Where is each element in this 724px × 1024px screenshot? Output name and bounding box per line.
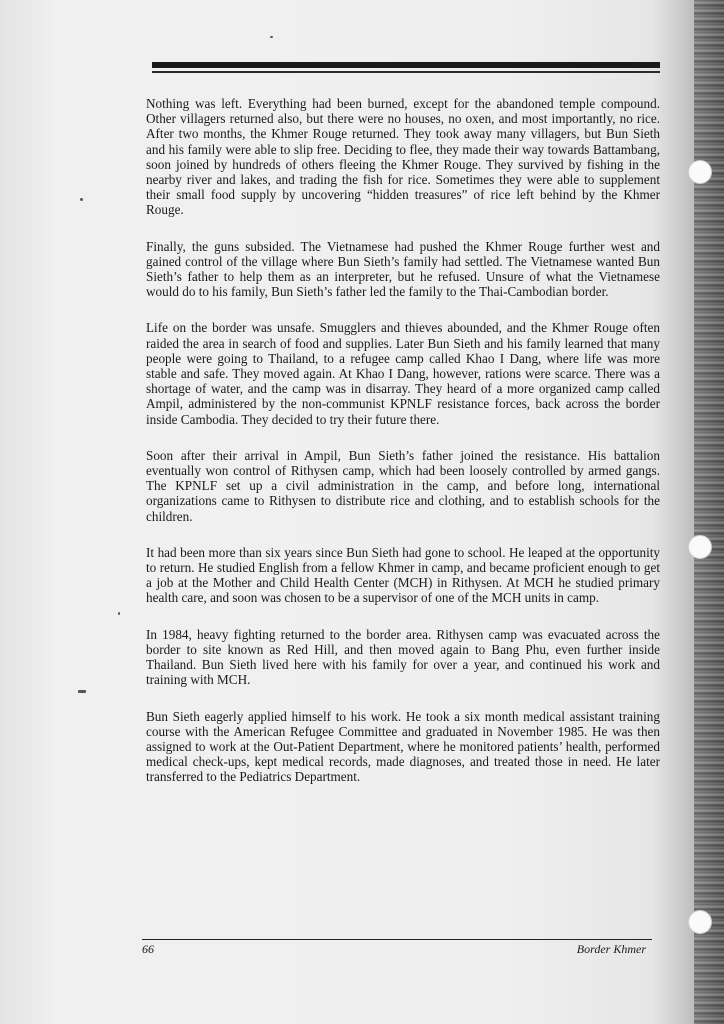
scan-speck <box>270 36 273 38</box>
body-text <box>146 96 660 806</box>
binder-hole-middle <box>688 535 712 559</box>
scan-speck <box>80 198 83 201</box>
paragraph: It had been more than six years since Bun Sieth had gone to school. He leaped at the opportunity to return. He studied English from a fellow Khmer in camp, and became proficient enough to get a job at the Mother and Child Health Center (MCH) in Rithysen. At MCH he studied primary health care, and soon was chosen to be a supervisor of one of the MCH units in camp. <box>146 544 660 606</box>
paragraph: Finally, the guns subsided. The Vietnamese had pushed the Khmer Rouge further west and gained control of the village where Bun Sieth’s family had settled. The Vietnamese wanted Bun Sieth’s father to help them as an interpreter, but he refused. Unsure of what the Vietnamese would do to his family, Bun Sieth’s father led the family to the Thai-Cambodian border. <box>146 238 660 300</box>
header-rule-thick <box>152 62 660 68</box>
paragraph: Soon after their arrival in Ampil, Bun Sieth’s father joined the resistance. His battalion eventually won control of Rithysen camp, which had been loosely controlled by armed gangs. The KPNLF set up a civil administration in the camp, and before long, international organizations came to Rithysen to distribute rice and clothing, and to establish schools for the children. <box>146 447 660 524</box>
page-number: 66 <box>142 942 154 956</box>
binder-hole-bottom <box>688 910 712 934</box>
scan-speck <box>78 690 86 693</box>
footer-rule <box>142 939 652 940</box>
paragraph: In 1984, heavy fighting returned to the border area. Rithysen camp was evacuated across the border to site known as Red Hill, and then moved again to Bang Phu, even further inside Thailand. Bun Sieth lived here with his family for over a year, and continued his work and training with MCH. <box>146 626 660 688</box>
paragraph: Bun Sieth eagerly applied himself to his work. He took a six month medical assistant training course with the American Refugee Committee and graduated in November 1985. He was then assigned to work at the Out-Patient Department, where he monitored patients’ health, performed medical check-ups, kept medical records, made diagnoses, and treated those in need. He later transferred to the Pediatrics Department. <box>146 708 660 785</box>
paragraph: Nothing was left. Everything had been burned, except for the abandoned temple compound. Other villagers returned also, but there were no houses, no oxen, and most importantly, no rice. After two months, the Khmer Rouge returned. They took away many villagers, but Bun Sieth and his family were able to slip free. Deciding to flee, they made their way towards Battambang, soon joined by hundreds of others fleeing the Khmer Rouge. They survived by fishing in the nearby river and lakes, and trading the fish for rice. Sometimes they were able to supplement their small food supply by uncovering “hidden treasures” of rice left behind by the Khmer Rouge. <box>146 96 660 218</box>
header-rule-thin <box>152 71 660 73</box>
paragraph: Life on the border was unsafe. Smugglers and thieves abounded, and the Khmer Rouge often raided the area in search of food and supplies. Later Bun Sieth and his family learned that many people were going to Thailand, to a refugee camp called Khao I Dang, where life was more stable and safe. They moved again. At Khao I Dang, however, rations were scarce. There was a shortage of water, and the camp was in disarray. They heard of a more organized camp called Ampil, administered by the non-communist KPNLF resistance forces, back across the border inside Cambodia. They decided to try their future there. <box>146 320 660 427</box>
binder-hole-top <box>688 160 712 184</box>
page-footer <box>142 942 646 957</box>
scan-edge-shadow <box>694 0 724 1024</box>
scan-speck <box>118 612 120 615</box>
running-title: Border Khmer <box>576 942 646 956</box>
